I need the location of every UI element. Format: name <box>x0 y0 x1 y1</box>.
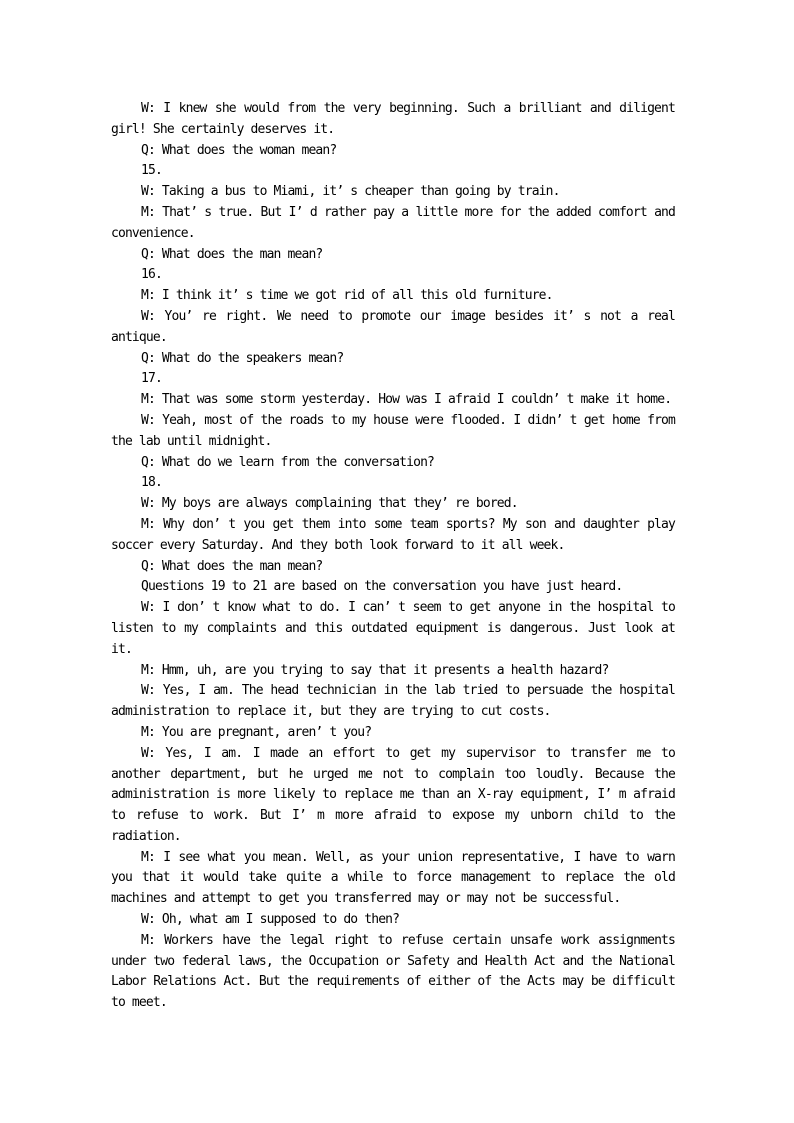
paragraph: Q: What do we learn from the conversation? <box>141 454 435 470</box>
paragraph: 15. <box>141 163 162 179</box>
paragraph: W: I don’ t know what to do. I can’ t seem to get anyone in the hospital to listen to my complaints and this outdated equipment is dangerous. Just look at it. <box>111 600 675 657</box>
paragraph: M: That’ s true. But I’ d rather pay a little more for the added comfort and convenience. <box>111 204 675 241</box>
paragraph: M: You are pregnant, aren’ t you? <box>141 724 372 740</box>
paragraph: M: I see what you mean. Well, as your union representative, I have to warn you that it would take quite a while to force management to replace the old machines and attempt to get you transferred may or may not be successful. <box>111 849 675 907</box>
paragraph: W: I knew she would from the very beginning. Such a brilliant and diligent girl! She certainly deserves it. <box>111 101 675 137</box>
paragraph: 17. <box>141 371 162 387</box>
paragraph: W: Yes, I am. I made an effort to get my supervisor to transfer me to another department, but he urged me not to complain too loudly. Because the administration is more likely to replace me than an X-ray equipment, I’ m afraid to refuse to work. But I’ m more afraid to expose my unborn child to the radiation. <box>111 745 675 844</box>
paragraph: Q: What does the woman mean? <box>141 142 337 158</box>
paragraph: W: Taking a bus to Miami, it’ s cheaper than going by train. <box>141 184 560 200</box>
paragraph: M: Hmm, uh, are you trying to say that it presents a health hazard? <box>141 662 609 678</box>
paragraph: W: Oh, what am I supposed to do then? <box>141 912 400 928</box>
paragraph: Q: What does the man mean? <box>141 246 323 262</box>
paragraph: M: That was some storm yesterday. How was I afraid I couldn’ t make it home. <box>141 392 672 408</box>
paragraph: W: Yes, I am. The head technician in the lab tried to persuade the hospital administration to replace it, but they are trying to cut costs. <box>111 683 675 720</box>
paragraph: Q: What do the speakers mean? <box>141 350 344 366</box>
document-body <box>111 99 675 1014</box>
paragraph: M: Workers have the legal right to refuse certain unsafe work assignments under two federal laws, the Occupation or Safety and Health Act and the National Labor Relations Act. But the requirements of either of the Acts may be difficult to meet. <box>111 932 675 1011</box>
paragraph: 16. <box>141 267 162 283</box>
paragraph: M: I think it’ s time we got rid of all this old furniture. <box>141 288 553 304</box>
paragraph: W: You’ re right. We need to promote our image besides it’ s not a real antique. <box>111 308 675 345</box>
paragraph: W: My boys are always complaining that they’ re bored. <box>141 496 518 512</box>
paragraph: Q: What does the man mean? <box>141 558 323 574</box>
paragraph: Questions 19 to 21 are based on the conversation you have just heard. <box>141 579 623 595</box>
paragraph: M: Why don’ t you get them into some team sports? My son and daughter play soccer every Saturday. And they both look forward to it all week. <box>111 516 675 553</box>
paragraph: 18. <box>141 475 162 491</box>
paragraph: W: Yeah, most of the roads to my house were flooded. I didn’ t get home from the lab until midnight. <box>111 412 675 449</box>
